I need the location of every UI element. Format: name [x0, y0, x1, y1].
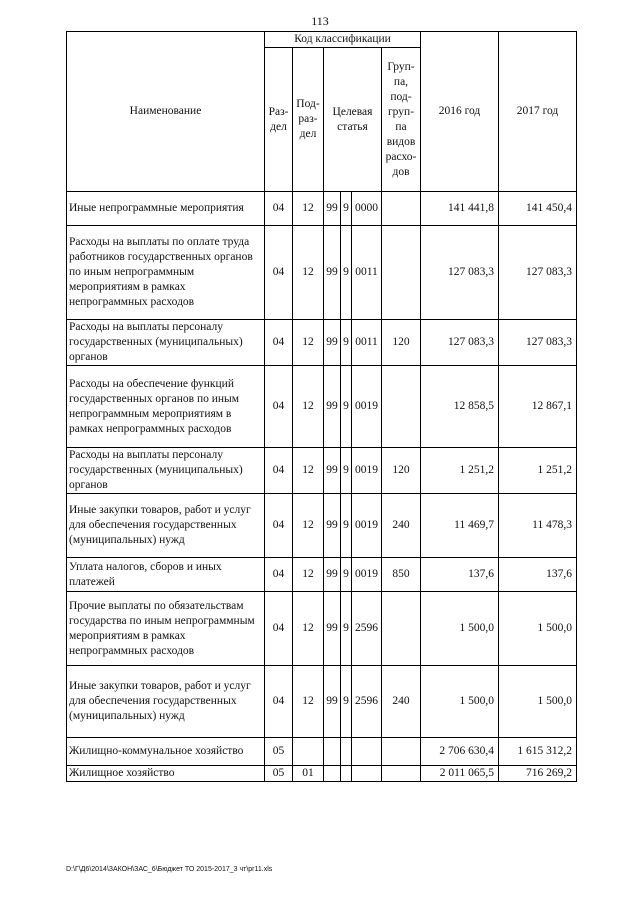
- expense-group-cell: 120: [382, 320, 421, 366]
- razdel-cell: 04: [265, 666, 293, 738]
- value-2017-cell: 12 867,1: [499, 366, 577, 448]
- table-row: [67, 226, 577, 320]
- table-row: [67, 366, 577, 448]
- row-name: Расходы на выплаты персоналу государственных (муниципальных) органов: [67, 320, 265, 366]
- value-2017-cell: 1 500,0: [499, 592, 577, 666]
- row-name: Жилищно-коммунальное хозяйство: [67, 738, 265, 766]
- target-direction-cell: 0019: [352, 366, 382, 448]
- podrazdel-cell: 12: [293, 558, 324, 592]
- value-2016-cell: 2 706 630,4: [421, 738, 499, 766]
- value-2017-cell: 127 083,3: [499, 226, 577, 320]
- header-2017: 2017 год: [499, 32, 577, 192]
- podrazdel-cell: 12: [293, 226, 324, 320]
- value-2017-cell: 137,6: [499, 558, 577, 592]
- row-name: Расходы на выплаты персоналу государственных (муниципальных) органов: [67, 448, 265, 494]
- expense-group-cell: [382, 226, 421, 320]
- target-subprogram-cell: [341, 766, 352, 782]
- podrazdel-cell: 12: [293, 494, 324, 558]
- table-row: [67, 766, 577, 782]
- target-subprogram-cell: 9: [341, 192, 352, 226]
- razdel-cell: 04: [265, 448, 293, 494]
- expense-group-cell: [382, 192, 421, 226]
- target-direction-cell: 0011: [352, 226, 382, 320]
- target-program-cell: 99: [324, 192, 341, 226]
- table-row: [67, 320, 577, 366]
- razdel-cell: 04: [265, 366, 293, 448]
- target-direction-cell: [352, 766, 382, 782]
- value-2016-cell: 11 469,7: [421, 494, 499, 558]
- value-2017-cell: 141 450,4: [499, 192, 577, 226]
- value-2016-cell: 1 500,0: [421, 592, 499, 666]
- target-program-cell: 99: [324, 366, 341, 448]
- podrazdel-cell: 12: [293, 320, 324, 366]
- target-subprogram-cell: 9: [341, 226, 352, 320]
- table-row: [67, 558, 577, 592]
- target-subprogram-cell: 9: [341, 494, 352, 558]
- row-name: Уплата налогов, сборов и иных платежей: [67, 558, 265, 592]
- target-program-cell: 99: [324, 558, 341, 592]
- razdel-cell: 04: [265, 494, 293, 558]
- value-2016-cell: 2 011 065,5: [421, 766, 499, 782]
- file-path: D:\Г\Д6\2014\ЗАКОН\ЗАС_6\Бюджет ТО 2015-2017_3 чт\pr11.xls: [66, 866, 273, 873]
- razdel-cell: 04: [265, 558, 293, 592]
- header-code: Код классификации: [265, 32, 421, 48]
- expense-group-cell: [382, 366, 421, 448]
- page-number: 113: [311, 14, 329, 28]
- target-program-cell: 99: [324, 320, 341, 366]
- target-program-cell: 99: [324, 226, 341, 320]
- header-target: Целевая статья: [324, 48, 382, 192]
- podrazdel-cell: 12: [293, 448, 324, 494]
- target-subprogram-cell: 9: [341, 448, 352, 494]
- target-subprogram-cell: 9: [341, 366, 352, 448]
- podrazdel-cell: 01: [293, 766, 324, 782]
- target-program-cell: 99: [324, 448, 341, 494]
- budget-table: [66, 31, 577, 782]
- podrazdel-cell: 12: [293, 366, 324, 448]
- target-program-cell: 99: [324, 666, 341, 738]
- value-2017-cell: 127 083,3: [499, 320, 577, 366]
- header-group: Груп- па, под- груп- па видов расхо- дов: [382, 48, 421, 192]
- target-direction-cell: 0000: [352, 192, 382, 226]
- target-direction-cell: 0011: [352, 320, 382, 366]
- value-2016-cell: 127 083,3: [421, 320, 499, 366]
- value-2016-cell: 141 441,8: [421, 192, 499, 226]
- expense-group-cell: 240: [382, 494, 421, 558]
- expense-group-cell: 120: [382, 448, 421, 494]
- value-2017-cell: 1 615 312,2: [499, 738, 577, 766]
- table-row: [67, 494, 577, 558]
- row-name: Иные непрограммные мероприятия: [67, 192, 265, 226]
- podrazdel-cell: 12: [293, 592, 324, 666]
- podrazdel-cell: 12: [293, 192, 324, 226]
- expense-group-cell: 240: [382, 666, 421, 738]
- row-name: Расходы на обеспечение функций государственных органов по иным непрограммным мероприятиям в рамках непрограммных расходов: [67, 366, 265, 448]
- header-2016: 2016 год: [421, 32, 499, 192]
- expense-group-cell: [382, 592, 421, 666]
- value-2016-cell: 127 083,3: [421, 226, 499, 320]
- target-direction-cell: 0019: [352, 494, 382, 558]
- razdel-cell: 05: [265, 738, 293, 766]
- target-direction-cell: [352, 738, 382, 766]
- razdel-cell: 04: [265, 320, 293, 366]
- razdel-cell: 04: [265, 592, 293, 666]
- value-2016-cell: 1 500,0: [421, 666, 499, 738]
- target-subprogram-cell: [341, 738, 352, 766]
- row-name: Расходы на выплаты по оплате труда работников государственных органов по иным непрограммным мероприятиям в рамках непрограммных расходов: [67, 226, 265, 320]
- value-2016-cell: 137,6: [421, 558, 499, 592]
- target-program-cell: 99: [324, 494, 341, 558]
- target-subprogram-cell: 9: [341, 592, 352, 666]
- target-direction-cell: 0019: [352, 558, 382, 592]
- target-program-cell: 99: [324, 592, 341, 666]
- expense-group-cell: 850: [382, 558, 421, 592]
- table-row: [67, 666, 577, 738]
- value-2017-cell: 1 251,2: [499, 448, 577, 494]
- target-direction-cell: 2596: [352, 592, 382, 666]
- target-program-cell: [324, 738, 341, 766]
- razdel-cell: 04: [265, 226, 293, 320]
- target-subprogram-cell: 9: [341, 666, 352, 738]
- header-podrazdel: Под- раз- дел: [293, 48, 324, 192]
- row-name: Иные закупки товаров, работ и услуг для обеспечения государственных (муниципальных) нужд: [67, 666, 265, 738]
- table-row: [67, 738, 577, 766]
- target-subprogram-cell: 9: [341, 320, 352, 366]
- value-2017-cell: 716 269,2: [499, 766, 577, 782]
- header-razdel: Раз- дел: [265, 48, 293, 192]
- razdel-cell: 05: [265, 766, 293, 782]
- value-2016-cell: 1 251,2: [421, 448, 499, 494]
- row-name: Прочие выплаты по обязательствам государства по иным непрограммным мероприятиям в рамках непрограммных расходов: [67, 592, 265, 666]
- value-2017-cell: 1 500,0: [499, 666, 577, 738]
- podrazdel-cell: [293, 738, 324, 766]
- header-name: Наименование: [67, 32, 265, 192]
- value-2017-cell: 11 478,3: [499, 494, 577, 558]
- expense-group-cell: [382, 766, 421, 782]
- table-row: [67, 592, 577, 666]
- row-name: Иные закупки товаров, работ и услуг для обеспечения государственных (муниципальных) нужд: [67, 494, 265, 558]
- target-program-cell: [324, 766, 341, 782]
- table-row: [67, 448, 577, 494]
- target-direction-cell: 0019: [352, 448, 382, 494]
- podrazdel-cell: 12: [293, 666, 324, 738]
- target-subprogram-cell: 9: [341, 558, 352, 592]
- expense-group-cell: [382, 738, 421, 766]
- table-row: [67, 192, 577, 226]
- target-direction-cell: 2596: [352, 666, 382, 738]
- razdel-cell: 04: [265, 192, 293, 226]
- value-2016-cell: 12 858,5: [421, 366, 499, 448]
- row-name: Жилищное хозяйство: [67, 766, 265, 782]
